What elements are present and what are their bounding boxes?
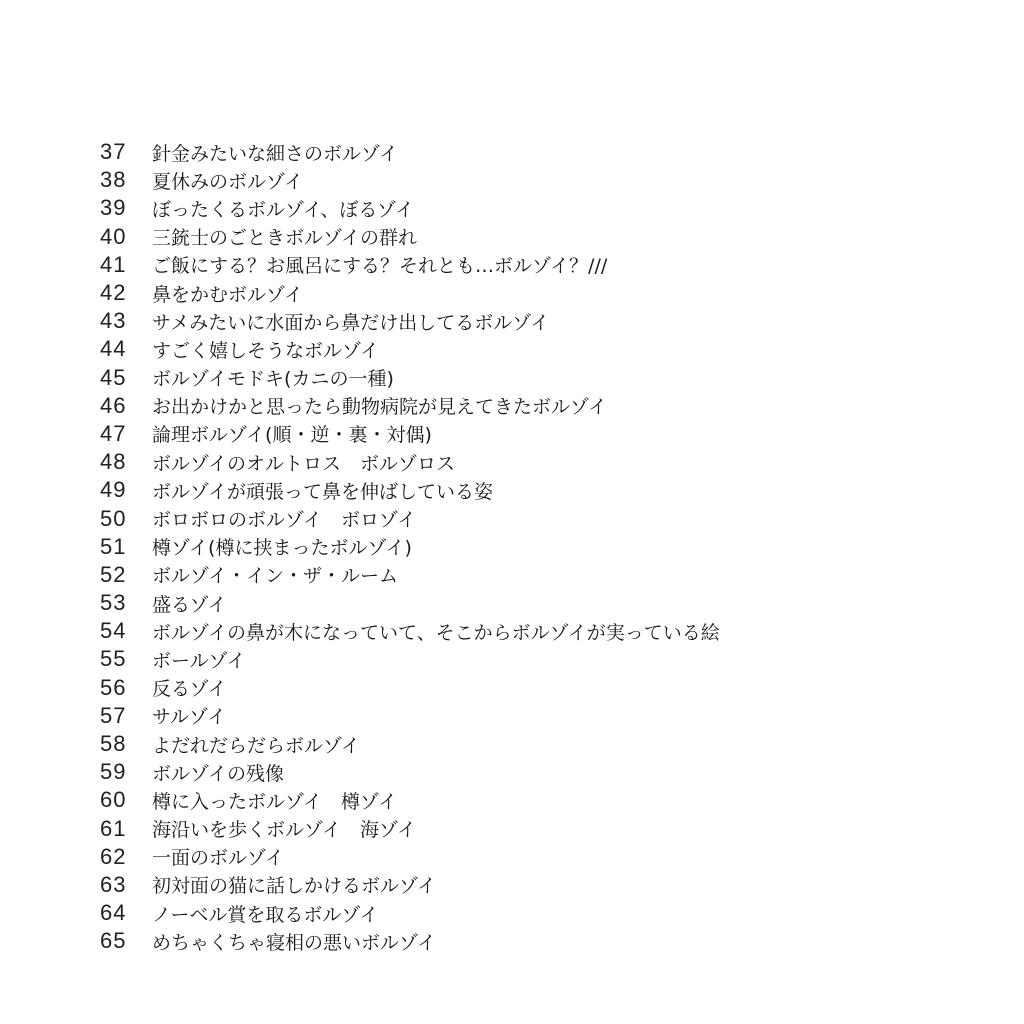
item-text: サメみたいに水面から鼻だけ出してるボルゾイ (152, 311, 550, 334)
item-number: 46 (100, 392, 127, 418)
item-number: 63 (100, 871, 127, 897)
list-item (100, 166, 720, 194)
item-text: ノーベル賞を取るボルゾイ (152, 903, 379, 926)
list-item (100, 674, 720, 702)
list-item (100, 476, 720, 504)
list-item (100, 730, 720, 758)
item-number: 59 (100, 759, 127, 785)
list-item (100, 871, 720, 899)
list-item (100, 617, 720, 645)
item-number: 52 (100, 561, 127, 587)
item-text: ボルゾイモドキ(カニの一種) (152, 368, 394, 391)
list-item (100, 364, 720, 392)
item-text: ボルゾイの鼻が木になっていて、そこからボルゾイが実っている絵 (152, 621, 720, 644)
list-item (100, 589, 720, 617)
item-number: 48 (100, 449, 127, 475)
item-text: 針金みたいな細さのボルゾイ (152, 142, 399, 165)
item-text: 樽に入ったボルゾイ 樽ゾイ (152, 790, 398, 813)
item-text: ボルゾイのオルトロス ボルゾロス (152, 452, 456, 475)
item-text: ボルゾイが頑張って鼻を伸ばしている姿 (152, 480, 494, 503)
item-number: 61 (100, 815, 127, 841)
list-item (100, 138, 720, 166)
item-text: 反るゾイ (152, 678, 227, 701)
item-number: 40 (100, 223, 127, 249)
item-number: 65 (100, 928, 127, 954)
list-item (100, 223, 720, 251)
item-number: 41 (100, 251, 127, 277)
list-item (100, 251, 720, 279)
item-number: 47 (100, 420, 127, 446)
item-text: 盛るゾイ (152, 593, 227, 616)
item-text: 初対面の猫に話しかけるボルゾイ (152, 875, 437, 898)
list-item (100, 899, 720, 927)
item-text: 一面のボルゾイ (152, 847, 285, 870)
item-text: ぼったくるボルゾイ、ぼるゾイ (152, 198, 415, 221)
item-text: 三銃士のごときボルゾイの群れ (152, 227, 418, 250)
item-number: 64 (100, 900, 127, 926)
item-number: 43 (100, 308, 127, 334)
item-text: 鼻をかむボルゾイ (152, 283, 304, 306)
item-text: ボルゾイ・イン・ザ・ルーム (152, 565, 399, 588)
item-number: 55 (100, 646, 127, 672)
item-number: 42 (100, 280, 127, 306)
list-item (100, 843, 720, 871)
item-number: 53 (100, 590, 127, 616)
item-number: 45 (100, 364, 127, 390)
item-text: お出かけかと思ったら動物病院が見えてきたボルゾイ (152, 396, 608, 419)
item-text: ボロボロのボルゾイ ボロゾイ (152, 509, 417, 532)
item-number: 49 (100, 477, 127, 503)
list-item (100, 194, 720, 222)
item-number: 44 (100, 336, 127, 362)
item-text: 樽ゾイ(樽に挟まったボルゾイ) (152, 537, 412, 560)
numbered-idea-list (100, 138, 720, 955)
item-text: ボルゾイの残像 (152, 762, 285, 785)
list-item (100, 533, 720, 561)
list-item (100, 758, 720, 786)
list-item (100, 307, 720, 335)
item-text: 論理ボルゾイ(順・逆・裏・対偶) (152, 424, 432, 447)
list-item (100, 420, 720, 448)
list-item (100, 645, 720, 673)
item-text: ボールゾイ (152, 649, 246, 672)
item-text: めちゃくちゃ寝相の悪いボルゾイ (152, 931, 437, 954)
list-item (100, 786, 720, 814)
item-number: 58 (100, 731, 127, 757)
item-number: 62 (100, 843, 127, 869)
item-number: 56 (100, 674, 127, 700)
list-item (100, 815, 720, 843)
list-item (100, 702, 720, 730)
list-item (100, 561, 720, 589)
item-number: 51 (100, 533, 127, 559)
list-item (100, 504, 720, 532)
item-number: 38 (100, 167, 127, 193)
item-number: 57 (100, 702, 127, 728)
list-item (100, 392, 720, 420)
item-text: 海沿いを歩くボルゾイ 海ゾイ (152, 819, 417, 842)
item-number: 37 (100, 139, 127, 165)
list-item (100, 279, 720, 307)
list-item (100, 335, 720, 363)
item-number: 60 (100, 787, 127, 813)
item-number: 39 (100, 195, 127, 221)
item-number: 54 (100, 618, 127, 644)
item-text: すごく嬉しそうなボルゾイ (152, 339, 380, 362)
list-item (100, 927, 720, 955)
item-text: サルゾイ (152, 706, 227, 729)
item-number: 50 (100, 505, 127, 531)
item-text: ご飯にする？お風呂にする？それとも…ボルゾイ？/// (152, 255, 608, 278)
item-text: 夏休みのボルゾイ (152, 170, 304, 193)
item-text: よだれだらだらボルゾイ (152, 734, 361, 757)
list-item (100, 448, 720, 476)
